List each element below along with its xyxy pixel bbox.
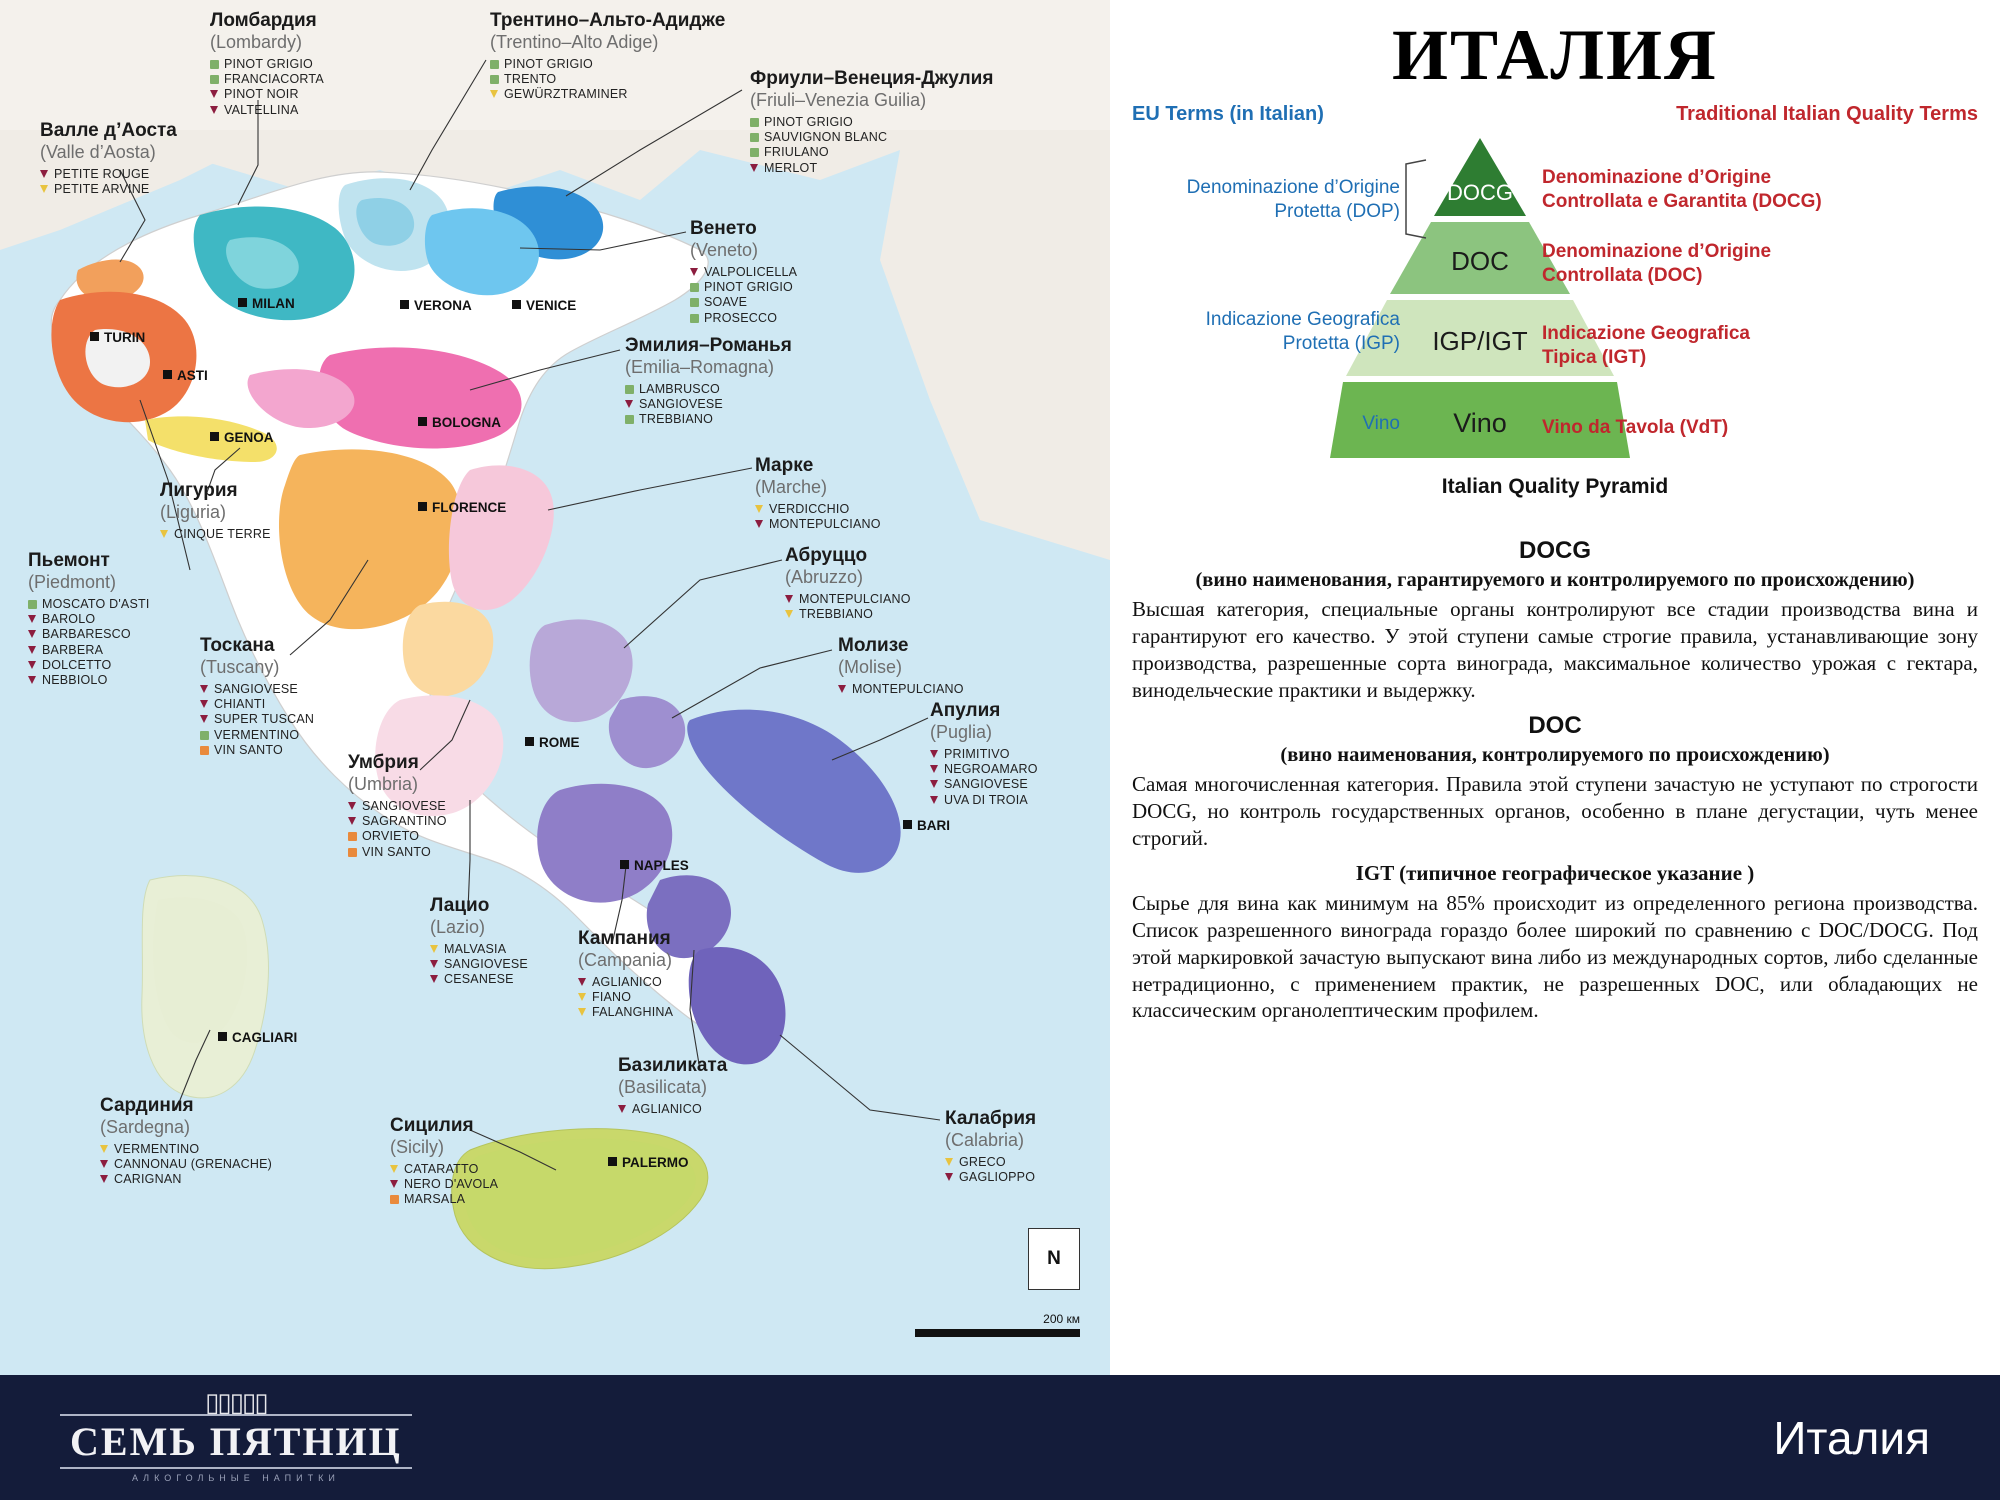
- compass-label: N: [1047, 1248, 1061, 1269]
- grape-item: PINOT GRIGIO: [750, 115, 993, 129]
- grape-list: [348, 799, 447, 860]
- region-label-valledaosta: [40, 120, 177, 197]
- brand-name: СЕМЬ ПЯТНИЦ: [60, 1414, 412, 1469]
- grape-item: FRANCIACORTA: [210, 72, 324, 86]
- grape-item: PETITE ROUGE: [40, 167, 177, 181]
- region-title: Базиликата: [618, 1055, 728, 1076]
- city-label: PALERMO: [608, 1155, 689, 1170]
- region-title: Лигурия: [160, 480, 238, 501]
- region-title-latin: (Sicily): [390, 1136, 444, 1157]
- section-body-docg: Высшая категория, специальные органы контролируют все стадии производства вина и гарантируют его качество. У этой ступени самые строгие правила, устанавливающие зону производства, разрешенные сорта винограда, максимальное количество урожая с гектара, винодельческие практики и выдержку.: [1132, 596, 1978, 702]
- grape-item: SANGIOVESE: [348, 799, 447, 813]
- grape-item: BARBARESCO: [28, 627, 150, 641]
- region-title-latin: (Piedmont): [28, 571, 117, 592]
- scale-label: 200 км: [1043, 1312, 1080, 1326]
- city-marker-icon: [90, 332, 99, 341]
- eu-term-igp: Indicazione Geografica Protetta (IGP): [1205, 309, 1400, 354]
- svg-text:IGP/IGT: IGP/IGT: [1432, 326, 1528, 356]
- trad-term-vino: Vino da Tavola (VdT): [1542, 417, 1729, 438]
- grape-item: VALPOLICELLA: [690, 265, 797, 279]
- region-label-veneto: [690, 218, 797, 326]
- region-label-emilia: [625, 335, 792, 428]
- grape-item: AGLIANICO: [618, 1102, 727, 1116]
- city-marker-icon: [418, 417, 427, 426]
- city-label: NAPLES: [620, 858, 689, 873]
- grape-item: VIN SANTO: [200, 743, 314, 757]
- section-head-igt-label: IGT: [1355, 861, 1394, 886]
- grape-item: VERDICCHIO: [755, 502, 881, 516]
- grape-item: DOLCETTO: [28, 658, 150, 672]
- grape-item: VIN SANTO: [348, 845, 447, 859]
- grape-item: SOAVE: [690, 295, 797, 309]
- grape-item: SANGIOVESE: [930, 777, 1038, 791]
- grape-list: [690, 265, 797, 326]
- eu-term-vino: Vino: [1362, 413, 1400, 434]
- grape-list: [625, 382, 792, 427]
- section-sub-doc: (вино наименования, контролируемого по происхождению): [1280, 744, 1830, 767]
- region-title: Фриули–Венеция-Джулия: [750, 68, 994, 89]
- city-label: GENOA: [210, 430, 274, 445]
- eu-terms-header: EU Terms (in Italian): [1132, 103, 1324, 125]
- grape-list: [755, 502, 881, 532]
- region-title: Сицилия: [390, 1115, 474, 1136]
- info-panel: [1110, 0, 2000, 1375]
- traditional-terms-header: Traditional Italian Quality Terms: [1676, 103, 1978, 125]
- scale-bar-line: [915, 1329, 1080, 1337]
- region-title-latin: (Calabria): [945, 1129, 1025, 1150]
- grape-item: SAUVIGNON BLANC: [750, 130, 993, 144]
- region-title: Кампания: [578, 928, 671, 949]
- section-head-docg: DOCG: [1519, 537, 1591, 564]
- grape-item: MOSCATO D'ASTI: [28, 597, 150, 611]
- grape-item: BARBERA: [28, 643, 150, 657]
- city-label: VENICE: [512, 298, 576, 313]
- region-label-campania: [578, 928, 673, 1021]
- city-label: TURIN: [90, 330, 145, 345]
- grape-item: PROSECCO: [690, 311, 797, 325]
- region-label-toscana: [200, 635, 314, 758]
- region-label-basilicata: [618, 1055, 727, 1117]
- city-label: BOLOGNA: [418, 415, 501, 430]
- region-label-sardinia: [100, 1095, 272, 1188]
- region-title-latin: (Marche): [755, 476, 828, 497]
- city-label: MILAN: [238, 296, 295, 311]
- region-title-latin: (Emilia–Romagna): [625, 356, 775, 377]
- region-title: Калабрия: [945, 1108, 1037, 1129]
- grape-item: PINOT GRIGIO: [210, 57, 324, 71]
- region-title-latin: (Tuscany): [200, 656, 280, 677]
- region-title: Марке: [755, 455, 814, 476]
- region-title-latin: (Liguria): [160, 501, 227, 522]
- city-marker-icon: [238, 298, 247, 307]
- grape-item: TREBBIANO: [785, 607, 911, 621]
- city-marker-icon: [163, 370, 172, 379]
- city-label: CAGLIARI: [218, 1030, 297, 1045]
- city-marker-icon: [210, 432, 219, 441]
- region-title: Сардиния: [100, 1095, 194, 1116]
- grape-item: PINOT NOIR: [210, 87, 324, 101]
- region-title: Ломбардия: [210, 10, 317, 31]
- grape-list: [390, 1162, 498, 1207]
- grape-item: TRENTO: [490, 72, 725, 86]
- region-label-friuli: [750, 68, 993, 176]
- grape-list: [838, 682, 964, 696]
- region-label-puglia: [930, 700, 1038, 808]
- grape-list: [490, 57, 725, 102]
- grape-item: SAGRANTINO: [348, 814, 447, 828]
- region-title: Венето: [690, 218, 757, 239]
- region-title-latin: (Puglia): [930, 721, 993, 742]
- footer-title: Италия: [1773, 1411, 1930, 1464]
- region-title: Молизе: [838, 635, 909, 656]
- grape-item: ORVIETO: [348, 829, 447, 843]
- region-title: Пьемонт: [28, 550, 110, 571]
- pyramid-caption: Italian Quality Pyramid: [1441, 475, 1669, 498]
- grape-item: NEBBIOLO: [28, 673, 150, 687]
- grape-list: [578, 975, 673, 1020]
- region-label-piemonte: [28, 550, 150, 689]
- terms-headers: [1132, 103, 1978, 126]
- grape-item: CESANESE: [430, 972, 528, 986]
- section-sub-docg: (вино наименования, гарантируемого и контролируемого по происхождению): [1195, 568, 1915, 591]
- region-label-sicily: [390, 1115, 498, 1208]
- region-title: Апулия: [930, 700, 1001, 721]
- grape-item: CINQUE TERRE: [160, 527, 271, 541]
- grape-item: MONTEPULCIANO: [755, 517, 881, 531]
- grape-item: NEGROAMARO: [930, 762, 1038, 776]
- brand-logo: [60, 1386, 412, 1484]
- region-label-calabria: [945, 1108, 1036, 1185]
- svg-text:DOCG: DOCG: [1447, 180, 1513, 205]
- grape-list: [210, 57, 324, 118]
- eu-term-dop: Denominazione d’Origine Protetta (DOP): [1186, 177, 1400, 222]
- region-label-umbria: [348, 752, 447, 860]
- grape-list: [160, 527, 271, 541]
- grape-item: CHIANTI: [200, 697, 314, 711]
- region-label-abruzzo: [785, 545, 911, 622]
- grape-item: MONTEPULCIANO: [785, 592, 911, 606]
- grape-item: CANNONAU (GRENACHE): [100, 1157, 272, 1171]
- grape-item: BAROLO: [28, 612, 150, 626]
- grape-list: [430, 942, 528, 987]
- description-text: [1132, 536, 1978, 1024]
- city-marker-icon: [608, 1157, 617, 1166]
- city-marker-icon: [620, 860, 629, 869]
- grape-item: MARSALA: [390, 1192, 498, 1206]
- grape-item: GEWÜRZTRAMINER: [490, 87, 725, 101]
- grape-list: [785, 592, 911, 622]
- grape-item: GAGLIOPPO: [945, 1170, 1036, 1184]
- region-title: Абруццо: [785, 545, 868, 566]
- city-label: ASTI: [163, 368, 208, 383]
- glasses-icon: ▯▯▯▯▯: [205, 1386, 267, 1417]
- grape-item: CATARATTO: [390, 1162, 498, 1176]
- grape-item: MERLOT: [750, 161, 993, 175]
- footer-bar: [0, 1375, 2000, 1500]
- city-marker-icon: [418, 502, 427, 511]
- region-label-marche: [755, 455, 881, 532]
- page-title: ИТАЛИЯ: [1391, 15, 1719, 95]
- grape-item: SANGIOVESE: [430, 957, 528, 971]
- grape-item: PINOT GRIGIO: [690, 280, 797, 294]
- grape-item: FRIULANO: [750, 145, 993, 159]
- region-title-latin: (Molise): [838, 656, 903, 677]
- scale-bar: [890, 1312, 1080, 1337]
- grape-list: [750, 115, 993, 176]
- grape-item: SANGIOVESE: [625, 397, 792, 411]
- grape-list: [200, 682, 314, 758]
- city-marker-icon: [525, 737, 534, 746]
- svg-text:DOC: DOC: [1451, 246, 1509, 276]
- grape-item: MONTEPULCIANO: [838, 682, 964, 696]
- region-title-latin: (Friuli–Venezia Guilia): [750, 89, 927, 110]
- section-head-doc: DOC: [1528, 712, 1582, 740]
- trad-term-doc: Denominazione d’Origine Controllata (DOC): [1542, 241, 1772, 286]
- grape-item: TREBBIANO: [625, 412, 792, 426]
- grape-list: [28, 597, 150, 688]
- grape-item: UVA DI TROIA: [930, 793, 1038, 807]
- compass-icon: [1028, 1228, 1080, 1290]
- quality-pyramid-figure: [1132, 130, 1978, 530]
- trad-term-docg: Denominazione d’Origine Controllata e Garantita (DOCG): [1542, 167, 1822, 212]
- region-title-latin: (Campania): [578, 949, 673, 970]
- city-label: ROME: [525, 735, 580, 750]
- city-label: VERONA: [400, 298, 472, 313]
- grape-item: PRIMITIVO: [930, 747, 1038, 761]
- region-label-lazio: [430, 895, 528, 988]
- region-title-latin: (Lazio): [430, 916, 486, 937]
- grape-item: LAMBRUSCO: [625, 382, 792, 396]
- region-label-molise: [838, 635, 964, 697]
- grape-item: SUPER TUSCAN: [200, 712, 314, 726]
- grape-item: SANGIOVESE: [200, 682, 314, 696]
- region-title-latin: (Trentino–Alto Adige): [490, 31, 659, 52]
- brand-tagline: АЛКОГОЛЬНЫЕ НАПИТКИ: [131, 1473, 340, 1484]
- grape-item: FIANO: [578, 990, 673, 1004]
- grape-list: [945, 1155, 1036, 1185]
- grape-item: VERMENTINO: [100, 1142, 272, 1156]
- region-label-liguria: [160, 480, 271, 542]
- grape-item: PETITE ARVINE: [40, 182, 177, 196]
- svg-text:Vino: Vino: [1453, 408, 1507, 438]
- section-head-igt: [1132, 860, 1978, 887]
- region-label-lombardia: [210, 10, 324, 118]
- grape-item: PINOT GRIGIO: [490, 57, 725, 71]
- city-label: FLORENCE: [418, 500, 506, 515]
- city-marker-icon: [218, 1032, 227, 1041]
- region-title-latin: (Sardegna): [100, 1116, 191, 1137]
- grape-list: [618, 1102, 727, 1116]
- region-title: Лацио: [430, 895, 490, 916]
- region-title-latin: (Lombardy): [210, 31, 303, 52]
- grape-item: VERMENTINO: [200, 728, 314, 742]
- city-label: BARI: [903, 818, 950, 833]
- region-title-latin: (Valle d’Aosta): [40, 141, 156, 162]
- region-title-latin: (Basilicata): [618, 1076, 708, 1097]
- city-marker-icon: [903, 820, 912, 829]
- region-title: Эмилия–Романья: [625, 335, 792, 356]
- grape-list: [40, 167, 177, 197]
- region-title: Трентино–Альто-Адидже: [490, 10, 726, 31]
- region-title-latin: (Veneto): [690, 239, 759, 260]
- region-title: Тоскана: [200, 635, 275, 656]
- trad-term-igt: Indicazione Geografica Tipica (IGT): [1542, 323, 1750, 368]
- region-title: Умбрия: [348, 752, 419, 773]
- grape-list: [100, 1142, 272, 1187]
- grape-item: CARIGNAN: [100, 1172, 272, 1186]
- grape-item: MALVASIA: [430, 942, 528, 956]
- region-title: Валле д’Аоста: [40, 120, 177, 141]
- region-title-latin: (Umbria): [348, 773, 418, 794]
- grape-list: [930, 747, 1038, 808]
- section-body-igt: Сырье для вина как минимум на 85% происходит из определенного региона производства. Список разрешенного винограда гораздо более широкий по сравнению с DOC/DOCG. Под этой маркировкой зачастую выпускают вина либо из международных сортов, либо сделанные нетрадиционно, с применением практик, не разрешенных DOC, или обладающих не классическим органолептическим профилем.: [1132, 890, 1978, 1023]
- section-body-doc: Самая многочисленная категория. Правила этой ступени зачастую не уступают по строгости DOCG, но контроль государственных органов, особенно в плане дегустации, чуть менее строгий.: [1132, 772, 1978, 851]
- grape-item: AGLIANICO: [578, 975, 673, 989]
- grape-item: NERO D'AVOLA: [390, 1177, 498, 1191]
- city-marker-icon: [512, 300, 521, 309]
- region-label-trentino: [490, 10, 725, 103]
- section-sub-igt: (типичное географическое указание ): [1399, 861, 1755, 886]
- grape-item: GRECO: [945, 1155, 1036, 1169]
- city-marker-icon: [400, 300, 409, 309]
- grape-item: VALTELLINA: [210, 103, 324, 117]
- region-title-latin: (Abruzzo): [785, 566, 864, 587]
- grape-item: FALANGHINA: [578, 1005, 673, 1019]
